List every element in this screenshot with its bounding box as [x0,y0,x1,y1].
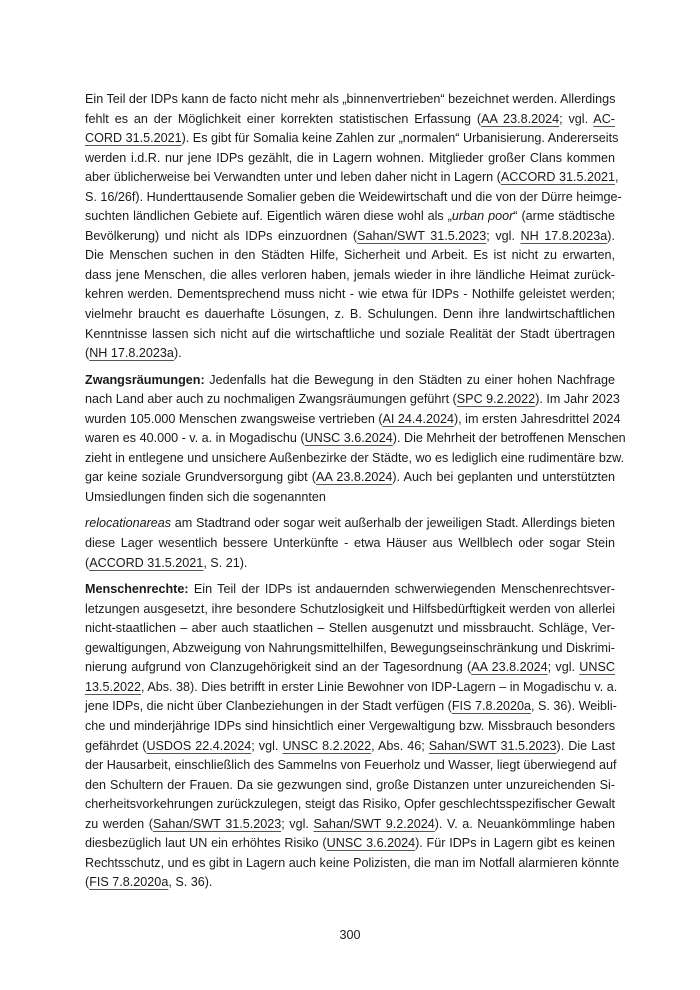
text-line [85,449,625,469]
citation-link[interactable]: UNSC 3.6.2024 [304,431,393,446]
text-segment: dass jene Menschen, die alles verloren haben, jemals wieder in ihre ländliche Heimat zurück- [85,267,615,282]
text-line [85,834,615,854]
citation-link[interactable]: NH 17.8.2023a [89,346,174,361]
text-segment: , S. 36). Weibli- [530,699,617,714]
text-segment: Kenntnisse lassen sich nicht auf die wirtschaftliche und soziale Realität der Stadt übertragen [85,326,615,341]
text-line [85,619,615,639]
text-line [85,305,615,325]
text-line [85,534,615,554]
text-segment: ). [607,228,615,243]
text-line [85,514,615,534]
text-line [85,580,615,600]
text-segment: Die Menschen suchen in den Städten Hilfe, Sicherheit und Arbeit. Es ist nicht zu erwarten, [85,248,615,263]
text-segment: ). Es gibt für Somalia keine Zahlen zur „normalen“ Urbanisierung. Andererseits [181,131,619,146]
section-heading: Zwangsräumungen: [85,372,205,387]
document-body [85,90,626,900]
text-segment: zieht in entlegene und unsichere Außenbezirke der Städte, wo es lediglich eine rudimentäre bzw. [85,450,625,465]
text-segment: che und minderjährige IDPs sind hinsichtlich einer Vergewaltigung bzw. Missbrauch besonders [85,718,615,733]
text-segment: den Schultern der Frauen. Da sie gezwungen sind, große Distanzen unter unzureichenden Si- [85,777,615,792]
text-segment: gar keine soziale Grundversorgung gibt ( [85,470,317,485]
text-segment: ). Die Mehrheit der betroffenen Menschen [392,431,626,446]
text-line [85,371,615,391]
text-line [85,227,615,247]
citation-link[interactable]: ACCORD 31.5.2021 [89,555,204,570]
text-segment: cherheitsvorkehrungen zurückzulegen, steigt das Risiko, Opfer geschlechtsspezifischer Gewalt [85,797,615,812]
text-line [85,468,615,488]
text-segment: aber üblicherweise bei Verwandten unter und leben daher nicht in Lagern ( [85,170,501,185]
citation-link[interactable]: ACCORD 31.5.2021 [500,170,615,185]
text-line [85,737,615,757]
paragraph [85,514,615,573]
text-line [85,168,619,188]
text-segment: ; vgl. [281,816,314,831]
text-line [85,488,615,508]
citation-link[interactable]: AA 23.8.2024 [471,660,548,675]
citation-link[interactable]: UNSC [579,660,615,675]
text-segment: vielmehr braucht es dauerhafte Lösungen, z. B. Schulungen. Denn ihre landwirtschaftlichen [85,307,615,322]
text-segment: gewaltigungen, Abzweigung von Nahrungsmittelhilfen, Bewegungseinschränkung und Diskrimi- [85,640,615,655]
text-segment: , Abs. 46; [371,738,429,753]
text-segment: letzungen ausgesetzt, ihre besondere Schutzlosigkeit und Hilfsbedürftigkeit werden von allerlei [85,601,615,616]
citation-link[interactable]: Sahan/SWT 31.5.2023 [152,816,282,831]
text-line [85,266,615,286]
text-line [85,717,615,737]
text-segment: gefährdet ( [85,738,147,753]
text-line [85,188,622,208]
text-segment: ; vgl. [486,228,521,243]
text-segment: Rechtsschutz, und es gibt in Lagern auch keine Polizisten, die man im Notfall alarmieren könnte [85,855,620,870]
text-segment: nach Land aber auch zu nochmaligen Zwangsräumungen geführt ( [85,392,457,407]
text-line [85,325,615,345]
text-line [85,697,615,717]
text-segment: kehren werden. Dementsprechend muss nicht - wie etwa für IDPs - Nothilfe geleistet werden; [85,287,615,302]
text-segment: ). V. a. Neuankömmlinge haben [434,816,615,831]
emphasis-text: urban poor [451,209,514,224]
citation-link[interactable]: AC- [593,111,615,126]
text-line [85,678,618,698]
citation-link[interactable]: AI 24.4.2024 [382,411,454,426]
text-segment: Jedenfalls hat die Bewegung in den Städten zu einer hohen Nachfrage [204,372,615,387]
text-line [85,873,615,893]
citation-link[interactable]: AA 23.8.2024 [481,111,560,126]
text-line [85,658,615,678]
text-segment: waren es 40.000 - v. a. in Mogadischu ( [85,431,305,446]
text-segment: , Abs. 38). Dies betrifft in erster Linie Bewohner von IDP-Lagern – in Mogadischu v. a. [141,679,618,694]
text-segment: “ (arme städtische [513,209,616,224]
citation-link[interactable]: USDOS 22.4.2024 [146,738,252,753]
text-segment: ), im ersten Jahresdrittel 2024 [453,411,621,426]
text-segment: am Stadtrand oder sogar weit außerhalb der jeweiligen Stadt. Allerdings bieten [171,516,615,531]
text-line [85,854,620,874]
text-line [85,110,615,130]
text-segment: ). Die Last [556,738,615,753]
text-line [85,756,615,776]
citation-link[interactable]: AA 23.8.2024 [316,470,393,485]
citation-link[interactable]: UNSC 8.2.2022 [282,738,372,753]
text-line [85,639,615,659]
text-line [85,795,615,815]
text-line [85,344,615,364]
text-line [85,90,615,110]
text-segment: ). Im Jahr 2023 [535,392,620,407]
text-line [85,207,615,227]
text-segment: Ein Teil der IDPs ist andauernden schwerwiegenden Menschenrechtsver- [188,582,615,597]
section-heading: Menschenrechte: [85,582,189,597]
text-line [85,554,615,574]
text-segment: Ein Teil der IDPs kann de facto nicht mehr als „binnenvertrieben“ bezeichnet werden. Allerdings [85,92,616,106]
emphasis-text: relocationareas [85,516,172,531]
text-segment: ). Auch bei geplanten und unterstützten [392,470,616,485]
text-segment: , S. 36). [168,875,213,890]
text-line [85,390,620,410]
text-segment: diese Lager wesentlich bessere Unterkünfte - etwa Häuser aus Wellblech oder sogar Stein [85,536,615,551]
text-segment: wurden 105.000 Menschen zwangsweise vertrieben ( [85,411,383,426]
text-segment: ( [85,346,90,361]
text-segment: , S. 21). [203,555,248,570]
text-line [85,776,615,796]
citation-link[interactable]: FIS 7.8.2020a [89,875,169,890]
text-segment: der Hausarbeit, einschließlich des Sammelns von Feuerholz und Wasser, liegt überwiegend auf [85,758,617,773]
paragraph [85,90,622,364]
text-segment: ( [85,875,90,890]
text-line [85,600,615,620]
text-segment: werden i.d.R. nur jene IDPs gezählt, die in Lagern wohnen. Mitglieder großer Clans kommen [85,150,615,165]
text-segment: ( [85,555,90,570]
citation-link[interactable]: 13.5.2022 [85,679,142,694]
text-segment: Umsiedlungen finden sich die sogenannten [85,489,326,504]
citation-link[interactable]: UNSC 3.6.2024 [326,836,416,851]
text-segment: zu werden ( [85,816,153,831]
text-segment: nicht-staatlichen – aber auch staatlichen – Stellen ausgenutzt und missbraucht. Schläge, Ver- [85,621,615,636]
text-line [85,410,621,430]
paragraph [85,580,620,893]
text-segment: S. 16/26f). Hunderttausende Somalier geben die Weidewirtschaft und die von der Dürre heimge- [85,189,622,204]
text-segment: ; vgl. [559,111,594,126]
text-segment: diesbezüglich laut UN ein erhöhtes Risiko ( [85,836,327,851]
text-segment: ; vgl. [251,738,283,753]
page-number: 300 [339,928,361,942]
text-line [85,429,626,449]
citation-link[interactable]: Sahan/SWT 9.2.2024 [313,816,435,831]
text-segment: ). Für IDPs in Lagern gibt es keinen [415,836,615,851]
text-line [85,149,615,169]
text-segment: ). [173,346,182,361]
paragraph [85,371,626,508]
text-line [85,129,619,149]
text-segment: suchten ländlichen Gebiete auf. Eigentlich wären diese wohl als „ [85,209,452,224]
text-segment: , [614,170,619,185]
text-segment: fehlt es an der Möglichkeit einer korrekten statistischen Erfassung ( [85,111,482,126]
text-segment: jene IDPs, die nicht über Clanbeziehungen in der Stadt verfügen ( [85,699,452,714]
citation-link[interactable]: Sahan/SWT 31.5.2023 [357,228,487,243]
text-line [85,285,615,305]
text-line [85,815,615,835]
citation-link[interactable]: NH 17.8.2023a [520,228,608,243]
citation-link[interactable]: Sahan/SWT 31.5.2023 [428,738,557,753]
text-segment: ; vgl. [547,660,580,675]
text-line [85,246,615,266]
text-segment: nierung aufgrund von Clanzugehörigkeit sind an der Tagesordnung ( [85,660,472,675]
citation-link[interactable]: CORD 31.5.2021 [85,131,182,146]
citation-link[interactable]: FIS 7.8.2020a [451,699,531,714]
text-segment: Bevölkerung) und nicht als IDPs einzuordnen ( [85,228,358,243]
citation-link[interactable]: SPC 9.2.2022 [456,392,536,407]
